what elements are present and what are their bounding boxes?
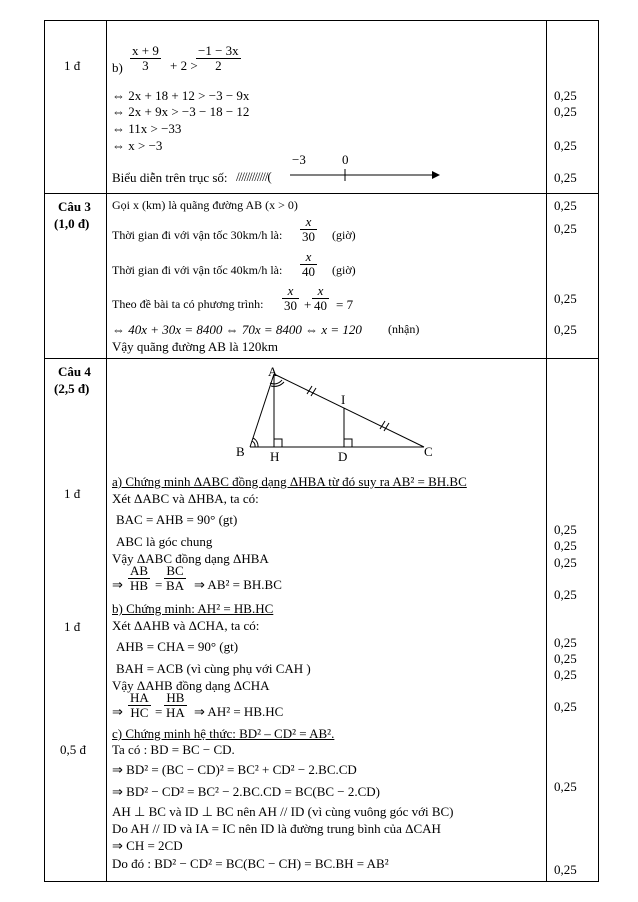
q3-eq-plus: + [304,297,312,312]
ineq-mid: + 2 > [170,58,198,73]
q4c-points: 0,5 đ [60,742,86,757]
q4b-fraction-1: HA HC [130,690,149,720]
fig-label-H: H [270,449,280,464]
row3-score-6: 0,25 [554,651,577,666]
table-right-border [598,20,599,881]
q4b-line-2: AHB = CHA = 90° (gt) [116,639,239,654]
row-divider-2 [44,358,599,359]
numberline-axis [290,168,440,182]
row-divider-1 [44,193,599,194]
q3-line-4: Theo đề bài ta có phương trình: [112,297,264,311]
q4c-line-5: Do AH // ID và IA = IC nên ID là đường trung bình của ΔCAH [112,821,441,836]
row2-score-4: 0,25 [554,322,577,337]
question-4-title: Câu 4 [58,364,91,379]
q4b-points: 1 đ [64,619,81,634]
column-divider-1 [106,20,107,881]
q3-line-5: ⇔ 40x + 30x = 8400 ⇔ 70x = 8400 ⇔ x = 120 [112,322,362,337]
row1-points: 1 đ [64,58,81,73]
q4c-line-6: ⇒ CH = 2CD [112,838,183,853]
q4c-line-1: Ta có : BD = BC − CD. [112,742,235,757]
row1-part-label: b) [112,60,123,75]
q3-fraction-x40: x 40 [302,249,315,279]
table-left-border [44,20,45,881]
row3-score-1: 0,25 [554,522,577,537]
ineq-step-3: ⇔ 11x > −33 [112,121,182,136]
column-divider-2 [546,20,547,881]
q4a-line-3: ABC là góc chung [116,534,213,549]
q4b-ratio-arrow: ⇒ [112,704,123,719]
row2-score-2: 0,25 [554,221,577,236]
q4c-line-2: ⇒ BD² = (BC − CD)² = BC² + CD² − 2.BC.CD [112,762,357,777]
q3-line-5-note: (nhận) [388,322,420,336]
q4b-line-3: BAH = ACB (vì cùng phụ với CAH ) [116,661,311,676]
ineq-fraction-1: x + 9 3 [132,43,159,73]
q4b-line-1: Xét ΔAHB và ΔCHA, ta có: [112,618,260,633]
q4c-title: c) Chứng minh hệ thức: BD² – CD² = AB². [112,726,335,741]
question-3-title: Câu 3 [58,199,91,214]
q4a-ratio-eq: = [155,577,163,592]
row3-score-5: 0,25 [554,635,577,650]
q4b-ratio-eq: = [155,704,163,719]
q4a-fraction-2: BC BA [166,563,185,593]
fig-label-C: C [424,444,433,459]
q4a-title: a) Chứng minh ΔABC đồng dạng ΔHBA từ đó suy ra AB² = BH.BC [112,474,467,489]
q3-line-2-unit: (giờ) [332,228,356,242]
row1-score-3: 0,25 [554,138,577,153]
row2-score-3: 0,25 [554,291,577,306]
q4c-line-7: Do đó : BD² − CD² = BC(BC − CH) = BC.BH = AB² [112,856,389,871]
q3-line-3-unit: (giờ) [332,263,356,277]
ineq-fraction-2: −1 − 3x 2 [198,43,239,73]
row3-score-7: 0,25 [554,667,577,682]
q3-line-3: Thời gian đi với vận tốc 40km/h là: [112,263,283,277]
row1-score-4: 0,25 [554,170,577,185]
q3-fraction-x30: x 30 [302,214,315,244]
row3-score-2: 0,25 [554,538,577,553]
row1-score-1: 0,25 [554,88,577,103]
numberline-hatch: ////////////( [236,169,271,184]
q3-line-6: Vậy quãng đường AB là 120km [112,339,278,354]
fig-label-A: A [268,364,278,379]
row3-score-10: 0,25 [554,862,577,877]
q3-line-2: Thời gian đi với vận tốc 30km/h là: [112,228,283,242]
q3-eq-fraction-1: x 30 [284,283,297,313]
q4b-ratio-result: ⇒ AH² = HB.HC [194,704,284,719]
question-3-points: (1,0 đ) [54,216,90,231]
q3-eq-fraction-2: x 40 [314,283,327,313]
q3-eq-rhs: = 7 [336,297,354,312]
q4b-fraction-2: HB HA [166,690,185,720]
q4b-line-4: Vậy ΔAHB đồng dạng ΔCHA [112,678,270,693]
table-top-border [44,20,599,21]
row3-score-9: 0,25 [554,779,577,794]
fig-label-I: I [341,392,346,407]
table-bottom-border [44,881,599,882]
fig-label-B: B [236,444,245,459]
ineq-step-2: ⇔ 2x + 9x > −3 − 18 − 12 [112,104,250,119]
numberline-tick-left: −3 [292,152,306,167]
numberline-tick-right: 0 [342,152,349,167]
q4b-title: b) Chứng minh: AH² = HB.HC [112,601,274,616]
q4c-line-4: AH ⊥ BC và ID ⊥ BC nên AH // ID (vì cùng vuông góc với BC) [112,804,454,819]
q4a-ratio-arrow: ⇒ [112,577,123,592]
fig-label-D: D [338,449,348,464]
ineq-step-4: ⇔ x > −3 [112,138,163,153]
row3-score-4: 0,25 [554,587,577,602]
q4a-line-4: Vậy ΔABC đồng dạng ΔHBA [112,551,269,566]
numberline-label: Biểu diễn trên trục số: [112,170,228,185]
q4a-points: 1 đ [64,486,81,501]
q4a-fraction-1: AB HB [130,563,149,593]
q4a-ratio-result: ⇒ AB² = BH.BC [194,577,282,592]
q4a-line-2: BAC = AHB = 90° (gt) [116,512,238,527]
q4a-line-1: Xét ΔABC và ΔHBA, ta có: [112,491,259,506]
q4c-line-3: ⇒ BD² − CD² = BC² − 2.BC.CD = BC(BC − 2.CD) [112,784,381,799]
ineq-step-1: ⇔ 2x + 18 + 12 > −3 − 9x [112,88,250,103]
triangle-figure [228,362,440,460]
question-4-points: (2,5 đ) [54,381,90,396]
row3-score-8: 0,25 [554,699,577,714]
q3-line-1: Gọi x (km) là quãng đường AB (x > 0) [112,198,298,212]
row1-score-2: 0,25 [554,104,577,119]
row3-score-3: 0,25 [554,555,577,570]
row2-score-1: 0,25 [554,198,577,213]
